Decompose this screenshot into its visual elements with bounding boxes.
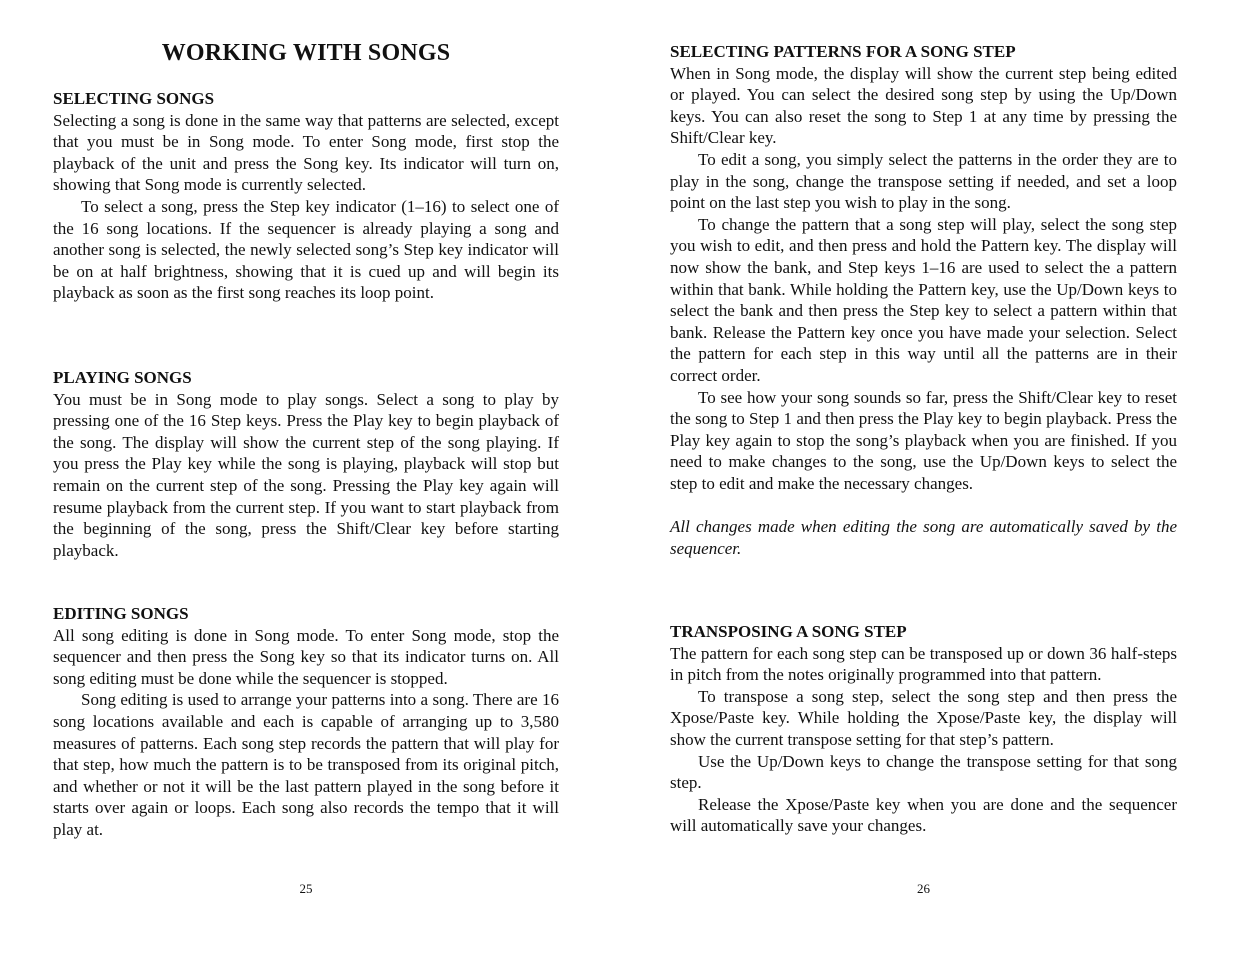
paragraph: Selecting a song is done in the same way that patterns are selected, except that you must be in Song mode. To enter Song mode, first stop the playback of the unit and press the Song key. Its indicator will turn on, showing that Song mode is currently selected. xyxy=(53,110,559,195)
paragraph: All song editing is done in Song mode. To enter Song mode, stop the sequencer and then press the Song key so that its indicator turns on. All song editing must be done while the sequencer is stopped. xyxy=(53,625,559,688)
section-selecting-songs xyxy=(53,88,559,304)
section-heading: PLAYING SONGS xyxy=(53,368,192,387)
paragraph: To see how your song sounds so far, press the Shift/Clear key to reset the song to Step 1 and then press the Play key to begin playback. Press the Play key again to stop the song’s playback when you are finished. If you need to make changes to the song, use the Up/Down keys to select the step to edit and make the necessary changes. xyxy=(670,387,1177,493)
section-playing-songs xyxy=(53,367,559,561)
section-heading: SELECTING PATTERNS FOR A SONG STEP xyxy=(670,42,1016,61)
section-heading: EDITING SONGS xyxy=(53,604,189,623)
italic-note: All changes made when editing the song are automatically saved by the sequencer. xyxy=(670,517,1177,558)
page-number: 26 xyxy=(917,881,930,896)
section-heading: TRANSPOSING A SONG STEP xyxy=(670,622,907,641)
paragraph: Use the Up/Down keys to change the transpose setting for that song step. xyxy=(670,751,1177,793)
paragraph: You must be in Song mode to play songs. Select a song to play by pressing one of the 16 Step keys. Press the Play key to begin playback of the song. The display will show the current step of the song playing. If you press the Play key while the song is playing, playback will stop but remain on the current step of the song. Pressing the Play key again will resume playback from the current step. If you want to start playback from the beginning of the song, press the Shift/Clear key before starting playback. xyxy=(53,389,559,560)
section-editing-songs xyxy=(53,603,559,841)
paragraph: To change the pattern that a song step will play, select the song step you wish to edit, and then press and hold the Pattern key. The display will now show the bank, and Step keys 1–16 are used to select the a pattern within that bank. While holding the Pattern key, use the Up/Down keys to select the bank and then press the Step key to select a pattern within that bank. Release the Pattern key once you have made your selection. Select the pattern for each step in this way until all the patterns are in their correct order. xyxy=(670,214,1177,385)
paragraph: The pattern for each song step can be transposed up or down 36 half-steps in pitch from the notes originally programmed into that pattern. xyxy=(670,643,1177,685)
paragraph: To select a song, press the Step key indicator (1–16) to select one of the 16 song locations. If the sequencer is already playing a song and another song is selected, the newly selected song’s Step key indicator will be on at half brightness, showing that it is cued up and will begin its playback as soon as the first song reaches its loop point. xyxy=(53,196,559,303)
page-number: 25 xyxy=(299,881,313,896)
paragraph: Song editing is used to arrange your patterns into a song. There are 16 song locations available and each is capable of arranging up to 3,580 measures of patterns. Each song step records the pattern that will play for that step, how much the pattern is to be transposed from its original pitch, and whether or not it will be the last pattern played in the song before it starts over again or loops. Each song also records the tempo that it will play at. xyxy=(53,690,559,839)
section-selecting-patterns xyxy=(670,41,1177,559)
section-heading: SELECTING SONGS xyxy=(53,89,215,108)
paragraph: When in Song mode, the display will show the current step being edited or played. You can select the desired song step by using the Up/Down keys. You can also reset the song to Step 1 at any time by pressing the Shift/Clear key. xyxy=(670,63,1177,148)
page-title: WORKING WITH SONGS xyxy=(161,40,451,66)
paragraph: To transpose a song step, select the song step and then press the Xpose/Paste key. While holding the Xpose/Paste key, the display will show the current transpose setting for that step’s pattern. xyxy=(670,686,1177,749)
paragraph: To edit a song, you simply select the patterns in the order they are to play in the song, change the transpose setting if needed, and set a loop point on the last step you wish to play in the song. xyxy=(670,149,1177,213)
paragraph: Release the Xpose/Paste key when you are done and the sequencer will automatically save your changes. xyxy=(670,794,1177,836)
section-transposing xyxy=(670,621,1177,837)
